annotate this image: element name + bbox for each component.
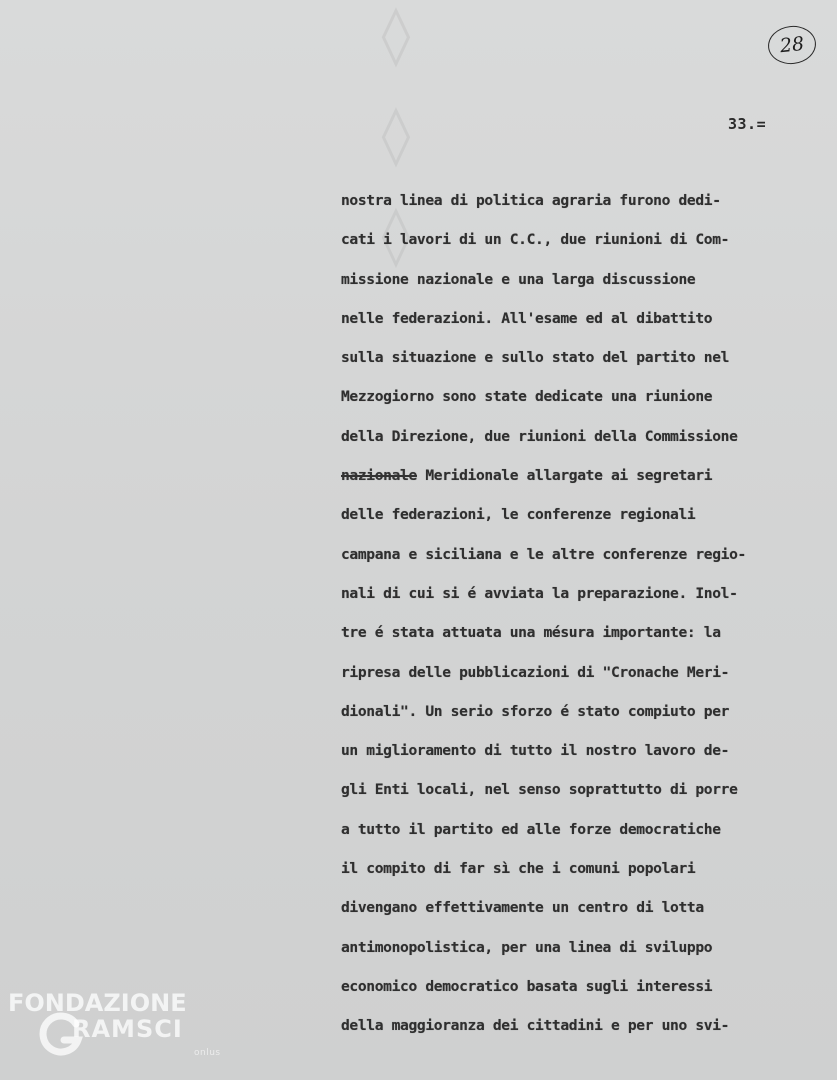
- archive-page-mark: [766, 24, 818, 67]
- text-line: campana e siciliana e le altre conferenze regio-: [341, 545, 746, 563]
- archive-page-mark-text: 28: [778, 32, 806, 58]
- text-line: della maggioranza dei cittadini e per uno svi-: [341, 1017, 730, 1035]
- text-line: il compito di far sì che i comuni popolari: [341, 860, 696, 878]
- text-line: a tutto il partito ed alle forze democratiche: [341, 820, 721, 838]
- typed-body-text: [341, 188, 811, 1053]
- text-line: antimonopolistica, per una linea di sviluppo: [341, 938, 713, 956]
- logo-line-1: FONDAZIONE: [8, 989, 187, 1017]
- text-line-with-strikeout: [341, 463, 811, 502]
- text-line: missione nazionale e una larga discussione: [341, 270, 696, 288]
- text-line: tre é stata attuata una mésura importante: la: [341, 624, 721, 642]
- text-line: ripresa delle pubblicazioni di "Cronache Meri-: [341, 663, 730, 681]
- text-line: gli Enti locali, nel senso soprattutto di porre: [341, 781, 738, 799]
- logo-tag: onlus: [194, 1048, 221, 1058]
- text-line: un miglioramento di tutto il nostro lavoro de-: [341, 742, 730, 760]
- text-line: economico democratico basata sugli interessi: [341, 977, 713, 995]
- text-line: sulla situazione e sullo stato del partito nel: [341, 349, 730, 367]
- text-line: della Direzione, due riunioni della Commissione: [341, 427, 738, 445]
- logo-line-2: RAMSCI: [72, 1015, 183, 1043]
- struck-out-word: nazionale: [341, 467, 417, 485]
- text-line: Mezzogiorno sono state dedicate una riunione: [341, 388, 713, 406]
- text-line-rest: Meridionale allargate ai segretari: [425, 467, 713, 485]
- text-line: nelle federazioni. All'esame ed al dibattito: [341, 309, 713, 327]
- text-line: divengano effettivamente un centro di lotta: [341, 899, 704, 917]
- text-line: nali di cui si é avviata la preparazione. Inol-: [341, 584, 738, 602]
- text-line: nostra linea di politica agraria furono dedi-: [341, 192, 721, 209]
- g-letter-icon: [38, 1012, 84, 1058]
- page-number: 33.=: [728, 115, 767, 133]
- text-line: dionali". Un serio sforzo é stato compiuto per: [341, 702, 730, 720]
- text-line: delle federazioni, le conferenze regionali: [341, 506, 696, 524]
- fondazione-gramsci-logo: [8, 989, 221, 1070]
- text-line: cati i lavori di un C.C., due riunioni di Com-: [341, 231, 730, 249]
- archive-watermark: ◊ ◊ ◊: [362, 0, 430, 275]
